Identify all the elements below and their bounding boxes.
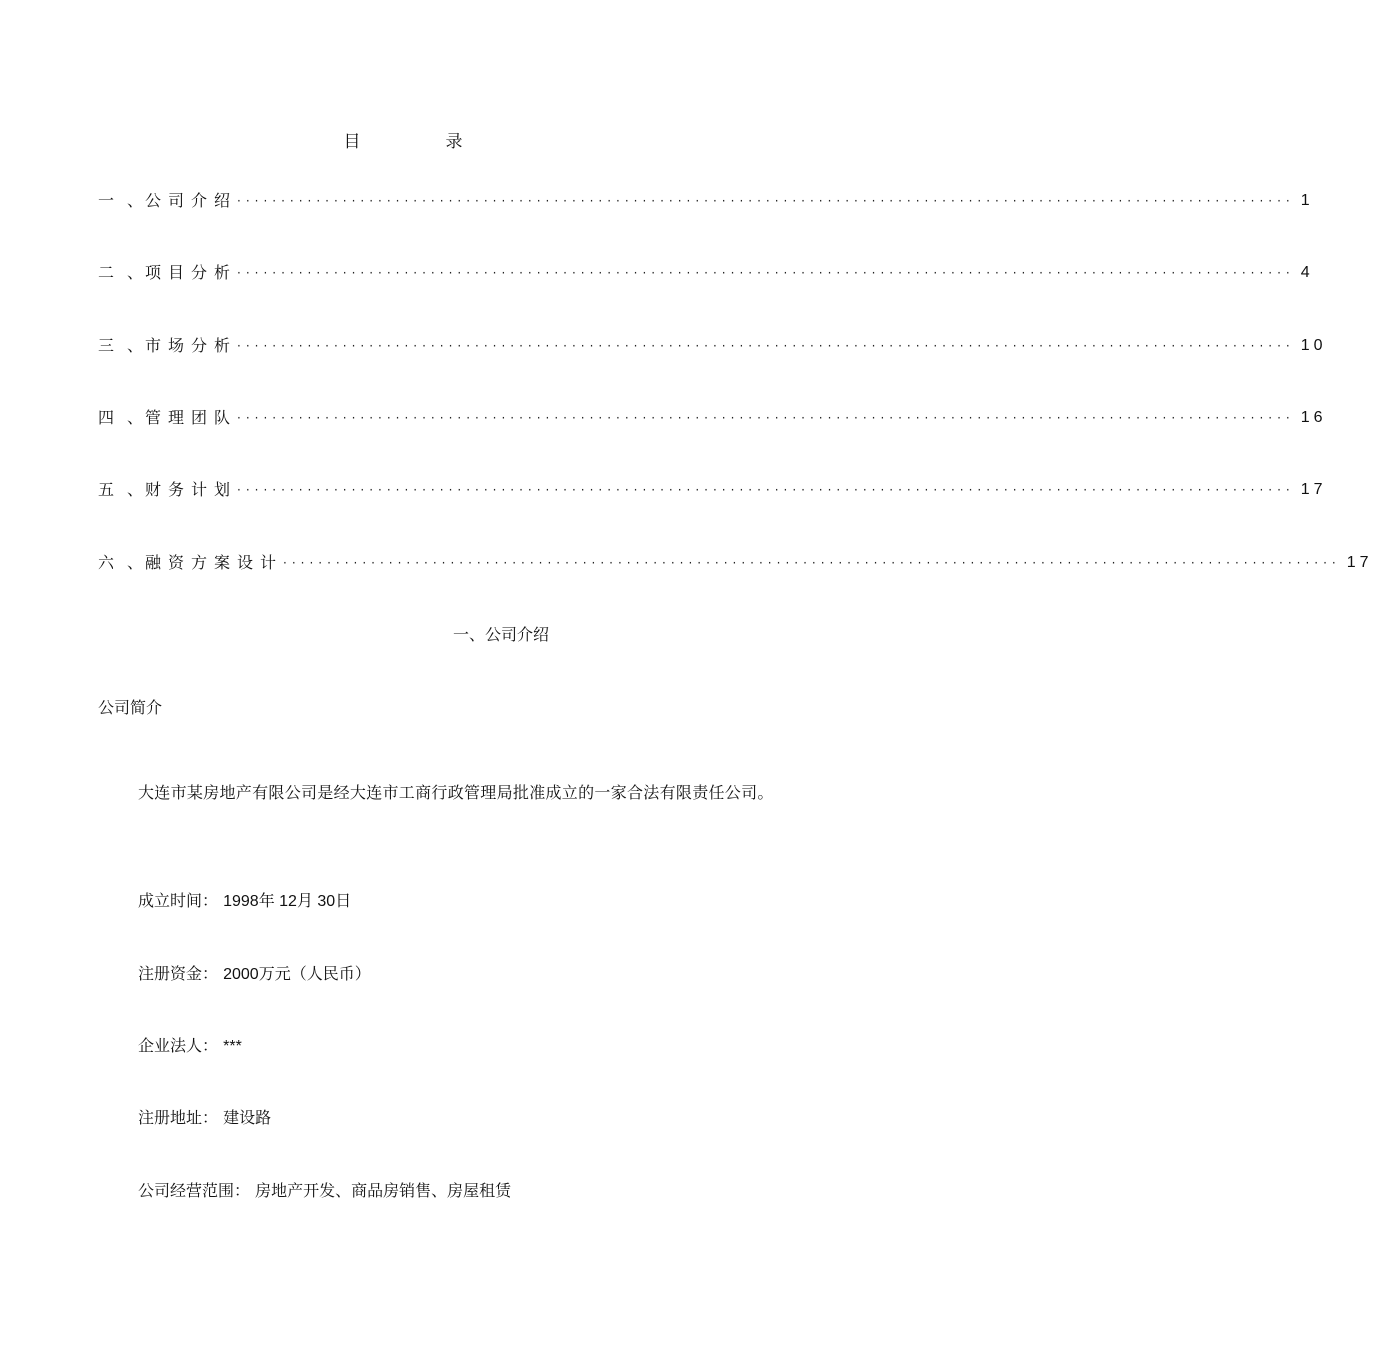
toc-entry-label: 市场分析 (145, 336, 238, 355)
toc-entry[interactable] (98, 478, 1327, 502)
toc-entry-number: 六、 (98, 553, 157, 572)
field-label: 注册地址： (138, 1108, 219, 1127)
toc-leader-dots: ························································································································ (237, 266, 1295, 280)
info-field (138, 1179, 511, 1204)
toc-entry-number: 二、 (98, 263, 157, 282)
toc-entry-page: 16 (1300, 409, 1327, 426)
toc-entry-number: 五、 (98, 480, 157, 499)
toc-entry-label: 公司介绍 (145, 191, 238, 210)
info-field (138, 962, 371, 987)
toc-entry-label: 项目分析 (145, 263, 238, 282)
field-value: 建设路 (223, 1110, 272, 1127)
info-field (138, 1034, 242, 1059)
toc-leader-dots: ························································································································ (237, 339, 1295, 353)
toc-entry-page: 17 (1300, 481, 1327, 498)
field-label: 注册资金： (138, 964, 219, 983)
toc-title: 目 录 (343, 132, 497, 152)
info-field (138, 889, 351, 914)
field-value: *** (223, 1038, 242, 1055)
toc-entry[interactable] (98, 261, 1314, 285)
info-field (138, 1106, 271, 1131)
field-value: 房地产开发、商品房销售、房屋租赁 (255, 1183, 512, 1200)
field-label: 成立时间： (138, 891, 219, 910)
toc-entry-label: 管理团队 (145, 408, 238, 427)
toc-entry[interactable] (98, 189, 1314, 213)
toc-leader-dots: ························································································································ (237, 194, 1295, 208)
toc-entry-number: 三、 (98, 336, 157, 355)
sub-heading: 公司简介 (98, 698, 163, 717)
toc-entry[interactable] (98, 334, 1327, 358)
toc-leader-dots: ························································································································ (283, 556, 1341, 570)
field-value: 2000万元（人民币） (223, 966, 371, 983)
toc-leader-dots: ························································································································ (237, 411, 1295, 425)
field-label: 公司经营范围： (138, 1181, 251, 1200)
toc-entry-label: 融资方案设计 (145, 553, 284, 572)
section-heading: 一、公司介绍 (453, 625, 550, 644)
toc-entry-label: 财务计划 (145, 480, 238, 499)
toc-entry-page: 17 (1346, 554, 1373, 571)
toc-entry[interactable] (98, 406, 1327, 430)
intro-paragraph: 大连市某房地产有限公司是经大连市工商行政管理局批准成立的一家合法有限责任公司。 (138, 783, 774, 802)
toc-entry-page: 10 (1300, 337, 1327, 354)
field-label: 企业法人： (138, 1036, 219, 1055)
toc-leader-dots: ························································································································ (237, 483, 1295, 497)
toc-entry-number: 一、 (98, 191, 157, 210)
field-value: 1998年 12月 30日 (223, 893, 352, 910)
toc-entry-page: 4 (1300, 264, 1314, 281)
toc-entry[interactable] (98, 551, 1373, 575)
toc-entry-page: 1 (1300, 192, 1314, 209)
toc-entry-number: 四、 (98, 408, 157, 427)
